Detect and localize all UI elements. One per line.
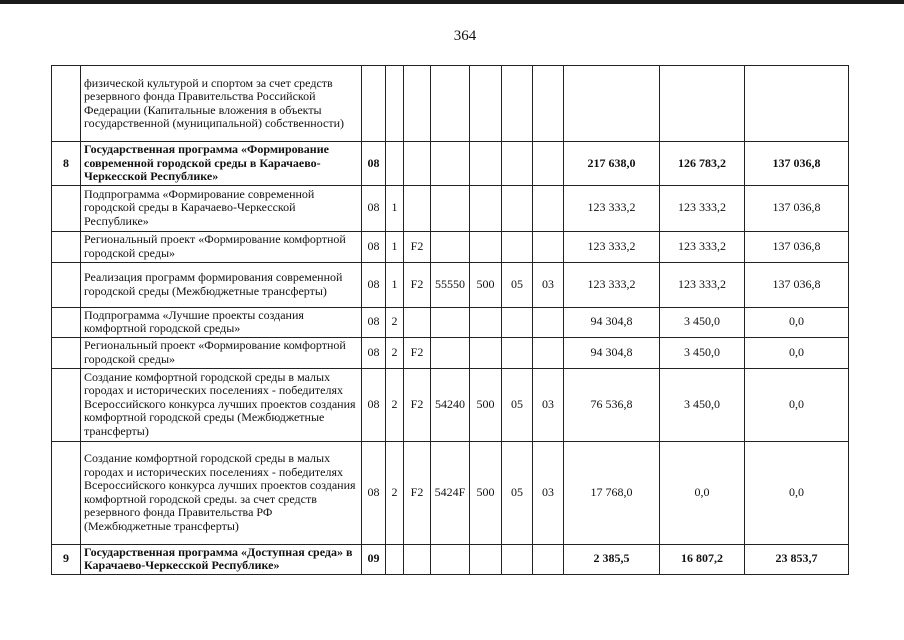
row-number bbox=[52, 66, 81, 142]
amount-year-2: 126 783,2 bbox=[660, 142, 745, 186]
subsection-code bbox=[533, 544, 564, 574]
section-code bbox=[502, 544, 533, 574]
row-number bbox=[52, 185, 81, 231]
subsection-code bbox=[533, 231, 564, 262]
project-code bbox=[404, 307, 431, 337]
program-code: 08 bbox=[362, 142, 386, 186]
program-code: 09 bbox=[362, 544, 386, 574]
page-number: 364 bbox=[453, 28, 477, 44]
row-number bbox=[52, 441, 81, 544]
program-code bbox=[362, 66, 386, 142]
program-code: 08 bbox=[362, 337, 386, 368]
subprogram-code: 1 bbox=[386, 185, 404, 231]
amount-year-1: 2 385,5 bbox=[564, 544, 660, 574]
subsection-code: 03 bbox=[533, 262, 564, 307]
amount-year-3: 0,0 bbox=[745, 307, 849, 337]
row-name: Реализация программ формирования современной городской среды (Межбюджетные трансферты) bbox=[81, 262, 362, 307]
direction-code: 54240 bbox=[431, 368, 470, 441]
row-name: Подпрограмма «Формирование современной городской среды в Карачаево-Черкесской Республике» bbox=[81, 185, 362, 231]
program-code: 08 bbox=[362, 368, 386, 441]
program-code: 08 bbox=[362, 262, 386, 307]
amount-year-1: 123 333,2 bbox=[564, 231, 660, 262]
amount-year-1: 76 536,8 bbox=[564, 368, 660, 441]
project-code: F2 bbox=[404, 441, 431, 544]
top-border-rule bbox=[0, 0, 904, 4]
row-name: физической культурой и спортом за счет средств резервного фонда Правительства Российской Федерации (Капитальные вложения в объекты государственной (муниципальной) собственности) bbox=[81, 66, 362, 142]
subprogram-code: 1 bbox=[386, 262, 404, 307]
amount-year-1 bbox=[564, 66, 660, 142]
subsection-code: 03 bbox=[533, 368, 564, 441]
amount-year-2: 3 450,0 bbox=[660, 337, 745, 368]
row-name: Государственная программа «Формирование современной городской среды в Карачаево-Черкесской Республике» bbox=[81, 142, 362, 186]
project-code bbox=[404, 185, 431, 231]
table-row bbox=[52, 544, 849, 574]
row-number bbox=[52, 262, 81, 307]
subsection-code bbox=[533, 185, 564, 231]
amount-year-1: 17 768,0 bbox=[564, 441, 660, 544]
table-row bbox=[52, 231, 849, 262]
direction-code bbox=[431, 142, 470, 186]
section-code: 05 bbox=[502, 368, 533, 441]
table-row bbox=[52, 441, 849, 544]
section-code bbox=[502, 337, 533, 368]
section-code bbox=[502, 307, 533, 337]
subsection-code bbox=[533, 66, 564, 142]
project-code bbox=[404, 544, 431, 574]
amount-year-3: 137 036,8 bbox=[745, 142, 849, 186]
expense-type-code bbox=[470, 231, 502, 262]
amount-year-2: 123 333,2 bbox=[660, 262, 745, 307]
row-name: Создание комфортной городской среды в малых городах и исторических поселениях - победителях Всероссийского конкурса лучших проектов создания комфортной городской среды. за счет средств резервного фонда Правительства РФ (Межбюджетные трансферты) bbox=[81, 441, 362, 544]
program-code: 08 bbox=[362, 441, 386, 544]
amount-year-2: 3 450,0 bbox=[660, 307, 745, 337]
project-code bbox=[404, 66, 431, 142]
row-number bbox=[52, 337, 81, 368]
budget-table bbox=[51, 65, 849, 575]
amount-year-2: 16 807,2 bbox=[660, 544, 745, 574]
expense-type-code bbox=[470, 66, 502, 142]
subsection-code bbox=[533, 307, 564, 337]
row-number bbox=[52, 231, 81, 262]
table-row bbox=[52, 262, 849, 307]
amount-year-2: 123 333,2 bbox=[660, 231, 745, 262]
row-number: 9 bbox=[52, 544, 81, 574]
table-row bbox=[52, 307, 849, 337]
section-code bbox=[502, 231, 533, 262]
amount-year-2 bbox=[660, 66, 745, 142]
amount-year-1: 123 333,2 bbox=[564, 262, 660, 307]
amount-year-3: 137 036,8 bbox=[745, 185, 849, 231]
section-code: 05 bbox=[502, 441, 533, 544]
expense-type-code: 500 bbox=[470, 368, 502, 441]
subprogram-code: 1 bbox=[386, 231, 404, 262]
project-code: F2 bbox=[404, 368, 431, 441]
amount-year-3: 0,0 bbox=[745, 337, 849, 368]
direction-code bbox=[431, 66, 470, 142]
amount-year-3: 137 036,8 bbox=[745, 262, 849, 307]
direction-code bbox=[431, 307, 470, 337]
expense-type-code bbox=[470, 337, 502, 368]
direction-code bbox=[431, 544, 470, 574]
amount-year-1: 217 638,0 bbox=[564, 142, 660, 186]
subprogram-code: 2 bbox=[386, 441, 404, 544]
subsection-code bbox=[533, 142, 564, 186]
row-name: Государственная программа «Доступная среда» в Карачаево-Черкесской Республике» bbox=[81, 544, 362, 574]
project-code: F2 bbox=[404, 262, 431, 307]
expense-type-code bbox=[470, 307, 502, 337]
section-code bbox=[502, 142, 533, 186]
subprogram-code: 2 bbox=[386, 368, 404, 441]
expense-type-code bbox=[470, 185, 502, 231]
amount-year-1: 94 304,8 bbox=[564, 337, 660, 368]
table-row bbox=[52, 337, 849, 368]
section-code bbox=[502, 185, 533, 231]
row-number: 8 bbox=[52, 142, 81, 186]
direction-code bbox=[431, 337, 470, 368]
expense-type-code: 500 bbox=[470, 262, 502, 307]
expense-type-code: 500 bbox=[470, 441, 502, 544]
program-code: 08 bbox=[362, 231, 386, 262]
direction-code bbox=[431, 231, 470, 262]
direction-code bbox=[431, 185, 470, 231]
row-number bbox=[52, 368, 81, 441]
row-name: Региональный проект «Формирование комфортной городской среды» bbox=[81, 337, 362, 368]
amount-year-3: 0,0 bbox=[745, 368, 849, 441]
amount-year-1: 94 304,8 bbox=[564, 307, 660, 337]
expense-type-code bbox=[470, 544, 502, 574]
table-row bbox=[52, 142, 849, 186]
row-name: Создание комфортной городской среды в малых городах и исторических поселениях - победителях Всероссийского конкурса лучших проектов создания комфортной городской среды (Межбюджетные трансферты) bbox=[81, 368, 362, 441]
direction-code: 5424F bbox=[431, 441, 470, 544]
project-code: F2 bbox=[404, 337, 431, 368]
subsection-code: 03 bbox=[533, 441, 564, 544]
amount-year-3: 0,0 bbox=[745, 441, 849, 544]
amount-year-2: 123 333,2 bbox=[660, 185, 745, 231]
row-number bbox=[52, 307, 81, 337]
subprogram-code: 2 bbox=[386, 337, 404, 368]
amount-year-3: 137 036,8 bbox=[745, 231, 849, 262]
row-name: Подпрограмма «Лучшие проекты создания комфортной городской среды» bbox=[81, 307, 362, 337]
subprogram-code bbox=[386, 142, 404, 186]
table-row bbox=[52, 368, 849, 441]
amount-year-3: 23 853,7 bbox=[745, 544, 849, 574]
section-code bbox=[502, 66, 533, 142]
project-code bbox=[404, 142, 431, 186]
subprogram-code: 2 bbox=[386, 307, 404, 337]
program-code: 08 bbox=[362, 307, 386, 337]
program-code: 08 bbox=[362, 185, 386, 231]
amount-year-1: 123 333,2 bbox=[564, 185, 660, 231]
expense-type-code bbox=[470, 142, 502, 186]
subsection-code bbox=[533, 337, 564, 368]
project-code: F2 bbox=[404, 231, 431, 262]
section-code: 05 bbox=[502, 262, 533, 307]
table-body bbox=[52, 66, 849, 575]
table-row bbox=[52, 185, 849, 231]
row-name: Региональный проект «Формирование комфортной городской среды» bbox=[81, 231, 362, 262]
amount-year-2: 3 450,0 bbox=[660, 368, 745, 441]
subprogram-code bbox=[386, 544, 404, 574]
amount-year-3 bbox=[745, 66, 849, 142]
direction-code: 55550 bbox=[431, 262, 470, 307]
subprogram-code bbox=[386, 66, 404, 142]
amount-year-2: 0,0 bbox=[660, 441, 745, 544]
table-row bbox=[52, 66, 849, 142]
